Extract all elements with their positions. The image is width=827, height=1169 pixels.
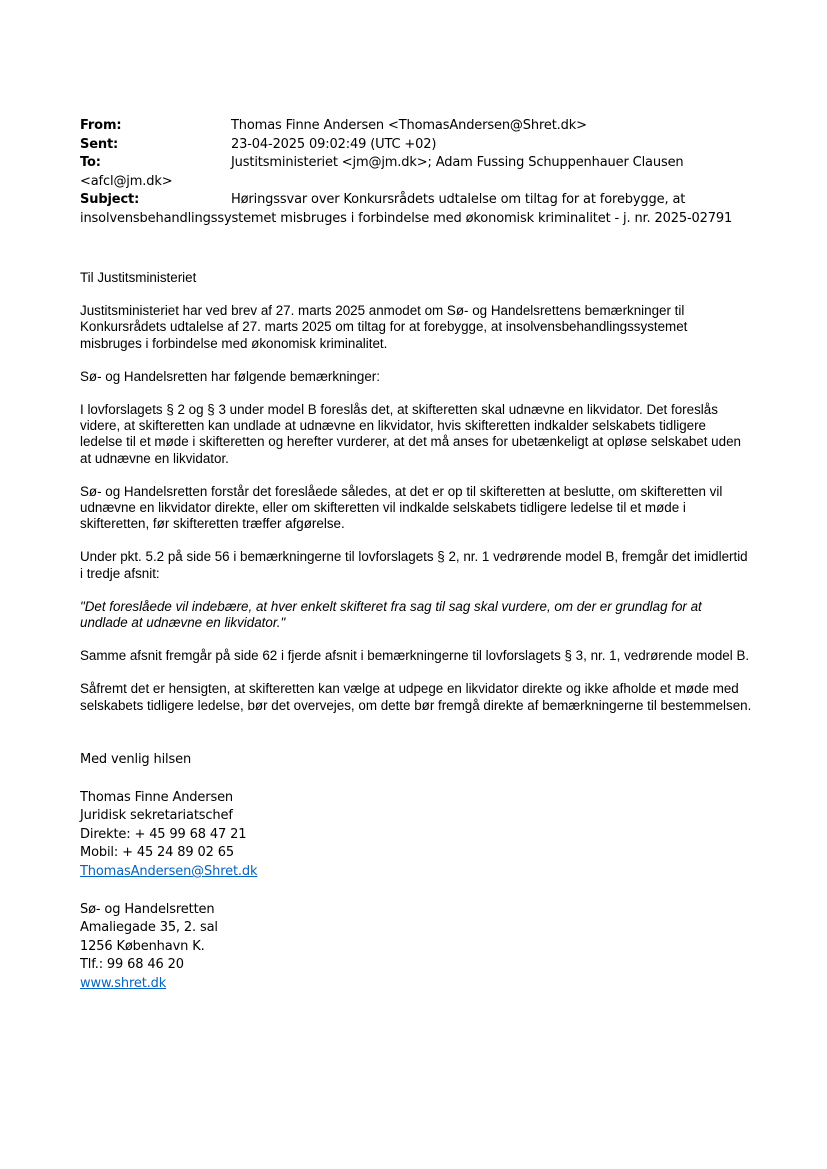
paragraph-2: Sø- og Handelsretten har følgende bemærkninger: (80, 368, 380, 384)
paragraph-5: Under pkt. 5.2 på side 56 i bemærkningerne til lovforslagets § 2, nr. 1 vedrørende model B, fremgår det imidlertid i tredje afsnit: (80, 549, 748, 581)
email-header (80, 117, 760, 228)
to-label: To: (80, 155, 101, 170)
from-value: Thomas Finne Andersen <ThomasAndersen@Shret.dk> (231, 118, 587, 133)
subject-value-cont: insolvensbehandlingssystemet misbruges i forbindelse med økonomisk kriminalitet - j. nr. 2025-02791 (80, 210, 733, 226)
direct-phone: Direkte: + 45 99 68 47 21 (80, 826, 247, 842)
subject-row-continuation (80, 210, 760, 229)
closing: Med venlig hilsen (80, 752, 192, 767)
email-link[interactable]: ThomasAndersen@Shret.dk (80, 863, 258, 879)
email-body (80, 270, 752, 731)
website-link[interactable]: www.shret.dk (80, 975, 167, 991)
signature (80, 751, 480, 994)
to-row-continuation (80, 173, 760, 192)
organization: Sø- og Handelsretten (80, 901, 215, 917)
subject-row (80, 191, 760, 210)
paragraph-7: Såfremt det er hensigten, at skifteretten kan vælge at udpege en likvidator direkte og ikke afholde et møde med selskabets tidligere ledelse, bør det overvejes, om dette bør fremgå direkte af bemærkningerne til bestemmelsen. (80, 681, 752, 713)
from-row (80, 117, 760, 136)
subject-value: Høringssvar over Konkursrådets udtalelse om tiltag for at forebygge, at (231, 192, 686, 207)
to-value-cont: <afcl@jm.dk> (80, 173, 173, 189)
office-phone: Tlf.: 99 68 46 20 (80, 957, 184, 973)
signer-name: Thomas Finne Andersen (80, 789, 234, 805)
mobile-phone: Mobil: + 45 24 89 02 65 (80, 845, 234, 861)
to-value: Justitsministeriet <jm@jm.dk>; Adam Fussing Schuppenhauer Clausen (231, 155, 684, 170)
greeting: Til Justitsministeriet (80, 270, 197, 285)
address-line-2: 1256 København K. (80, 938, 205, 954)
sent-row (80, 136, 760, 155)
paragraph-1: Justitsministeriet har ved brev af 27. marts 2025 anmodet om Sø- og Handelsrettens bemærkninger til Konkursrådets udtalelse af 27. marts 2025 om tiltag for at forebygge, at insolvensbehandlingssystemet misbruges i forbindelse med økonomisk kriminalitet. (80, 303, 688, 351)
sent-value: 23-04-2025 09:02:49 (UTC +02) (231, 136, 437, 152)
quote-paragraph: "Det foreslåede vil indebære, at hver enkelt skifteret fra sag til sag skal vurdere, om der er grundlag for at undlade at udnævne en likvidator." (80, 598, 702, 631)
sent-label: Sent: (80, 136, 119, 152)
signer-title: Juridisk sekretariatschef (80, 808, 233, 824)
paragraph-3: I lovforslagets § 2 og § 3 under model B foreslås det, at skifteretten skal udnævne en likvidator. Det foreslås videre, at skifteretten kan undlade at udnævne en likvidator, hvis skifteretten indkalder selskabets tidligere ledelse til et møde i skifteretten og herefter vurderer, at det må anses for ubetænkeligt at opløse selskabet uden at udnævne en likvidator. (80, 402, 741, 466)
from-label: From: (80, 118, 122, 133)
address-line-1: Amaliegade 35, 2. sal (80, 920, 218, 936)
subject-label: Subject: (80, 192, 140, 207)
paragraph-6: Samme afsnit fremgår på side 62 i fjerde afsnit i bemærkningerne til lovforslagets § 3, nr. 1, vedrørende model B. (80, 648, 750, 664)
paragraph-4: Sø- og Handelsretten forstår det foreslåede således, at det er op til skifteretten at beslutte, om skifteretten vil udnævne en likvidator direkte, eller om skifteretten vil indkalde selskabets tidligere ledelse til et møde i skifteretten, før skifteretten træffer afgørelse. (80, 483, 723, 532)
to-row (80, 154, 760, 173)
